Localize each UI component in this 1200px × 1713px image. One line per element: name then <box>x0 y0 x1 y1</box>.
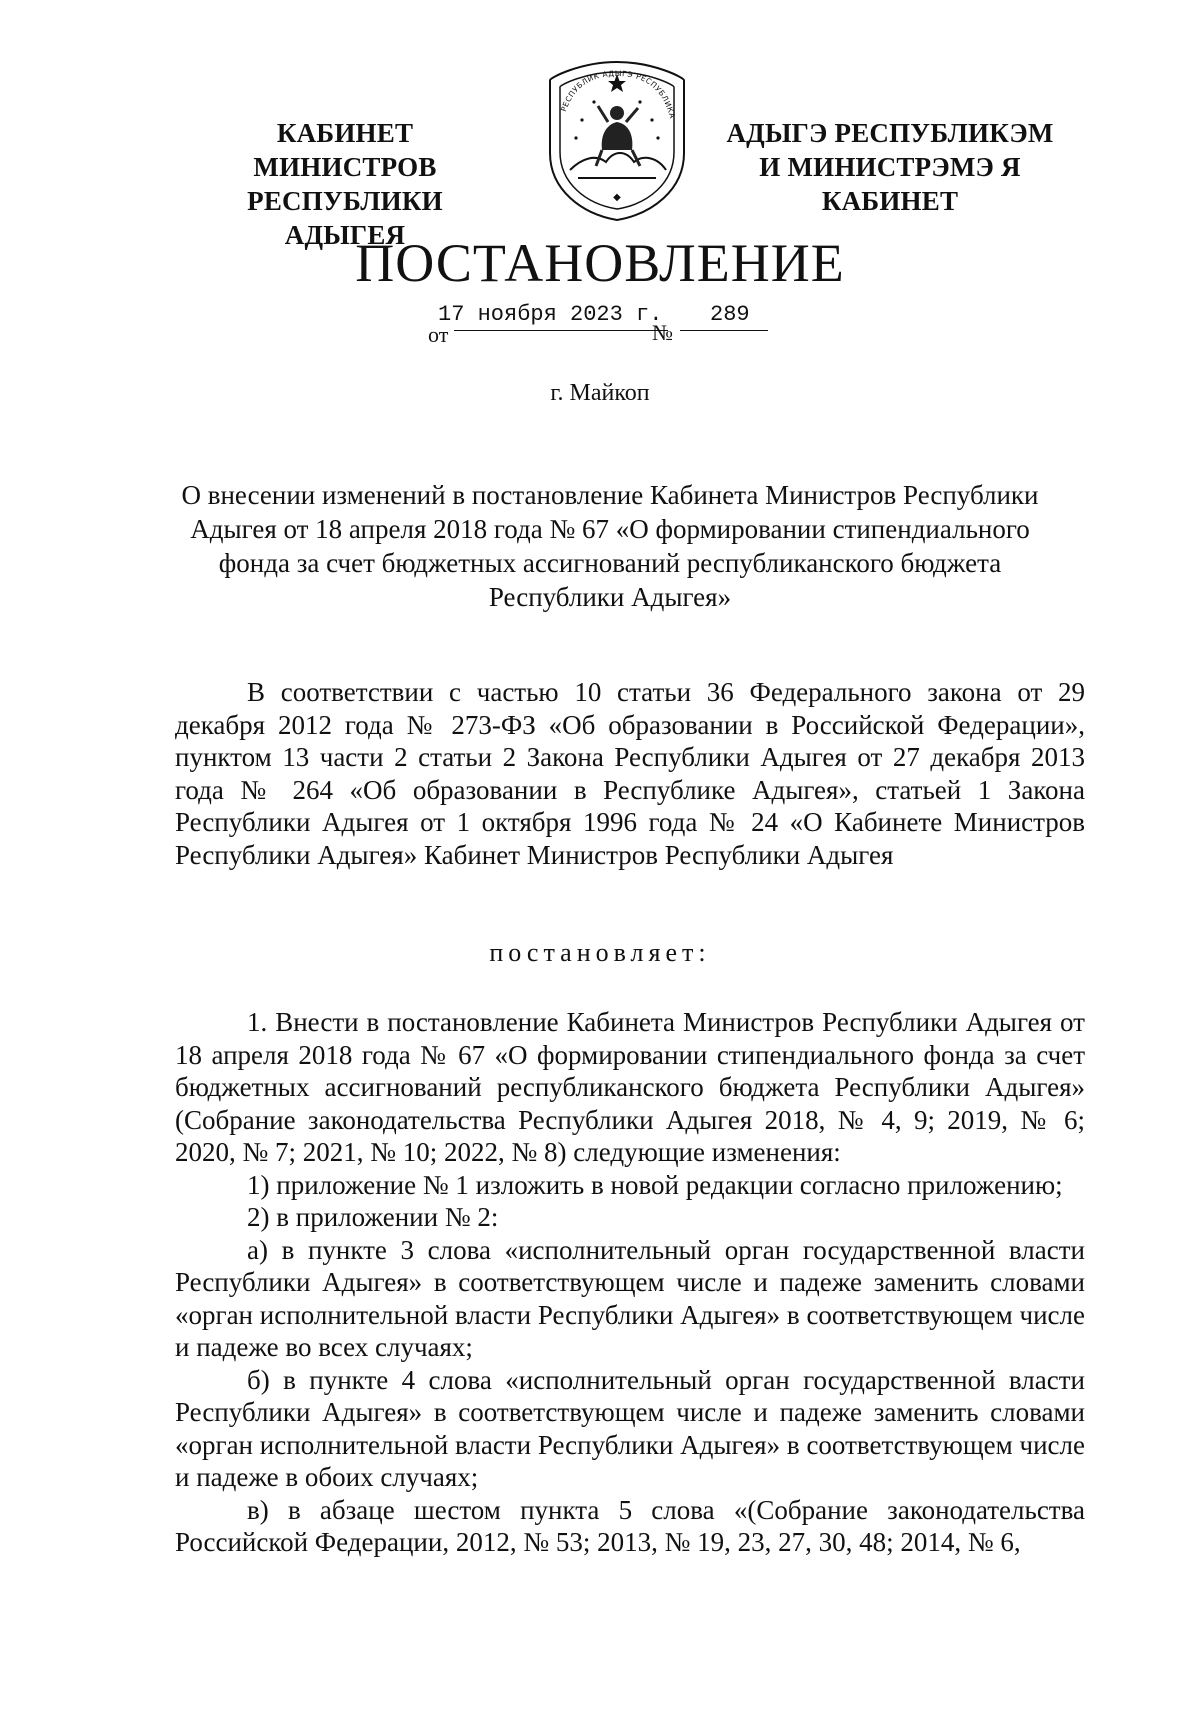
item-paragraph: 2) в приложении № 2: <box>247 1202 499 1232</box>
document-title: ПОСТАНОВЛЕНИЕ <box>355 233 845 293</box>
city-line: г. Майкоп <box>550 380 650 406</box>
header-right-line2: И МИНИСТРЭМЭ Я КАБИНЕТ <box>759 152 1021 216</box>
item-paragraph: а) в пункте 3 слова «исполнительный орган государственной власти Республики Адыгея» в соответствующем числе и падеже заменить словами «орган исполнительной власти Республики Адыгея» в соответствующем числе и падеже во всех случаях; <box>175 1234 1085 1362</box>
decree-word: постановляет: <box>489 938 711 967</box>
date-from-label: от <box>428 322 449 347</box>
number-underline <box>680 330 768 331</box>
item-paragraph: в) в абзаце шестом пункта 5 слова «(Собрание законодательства Российской Федерации, 2012, № 53; 2013, № 19, 23, 27, 30, 48; 2014, № 6, <box>175 1494 1085 1557</box>
number-value: 289 <box>710 302 750 327</box>
item-paragraph: 1. Внести в постановление Кабинета Министров Республики Адыгея от 18 апреля 2018 года № 67 «О формировании стипендиального фонда за счет бюджетных ассигнований республиканского бюджета Республики Адыгея» (Собрание законодательства Республики Адыгея 2018, № 4, 9; 2019, № 6; 2020, № 7; 2021, № 10; 2022, № 8) следующие изменения: <box>175 1007 1085 1167</box>
date-value: 17 ноября 2023 г. <box>438 302 663 327</box>
number-label: № <box>652 320 673 345</box>
date-underline <box>454 330 668 331</box>
adygea-coat-of-arms-icon <box>542 58 692 223</box>
header-left-line1: КАБИНЕТ МИНИСТРОВ <box>253 118 437 182</box>
items-block <box>175 1006 1085 1559</box>
preamble-block <box>175 676 1085 871</box>
document-subject: О внесении изменений в постановление Кабинета Министров Республики Адыгея от 18 апреля 2018 года № 67 «О формировании стипендиального фонда за счет бюджетных ассигнований республиканского бюджета Республики Адыгея» <box>181 480 1039 612</box>
item-paragraph: б) в пункте 4 слова «исполнительный орган государственной власти Республики Адыгея» в соответствующем числе и падеже заменить словами «орган исполнительной власти Республики Адыгея» в соответствующем числе и падеже в обоих случаях; <box>175 1364 1085 1492</box>
date-number-line <box>428 302 848 356</box>
preamble-paragraph: В соответствии с частью 10 статьи 36 Федерального закона от 29 декабря 2012 года № 273-ФЗ «Об образовании в Российской Федерации», пунктом 13 части 2 статьи 2 Закона Республики Адыгея от 27 декабря 2013 года № 264 «Об образовании в Республике Адыгея», статьей 1 Закона Республики Адыгея от 1 октября 1996 года № 24 «О Кабинете Министров Республики Адыгея» Кабинет Министров Республики Адыгея <box>175 677 1085 870</box>
item-paragraph: 1) приложение № 1 изложить в новой редакции согласно приложению; <box>247 1169 1063 1200</box>
svg-text:◆: ◆ <box>613 192 621 203</box>
header-right-block <box>700 116 1080 218</box>
header-right-line1: АДЫГЭ РЕСПУБЛИКЭМ <box>726 118 1054 148</box>
emblem-ring-text: РЕСПУБЛИК АДЫГЭ РЕСПУБЛИКА <box>559 68 678 120</box>
header-left-line2: РЕСПУБЛИКИ АДЫГЕЯ <box>247 186 443 250</box>
